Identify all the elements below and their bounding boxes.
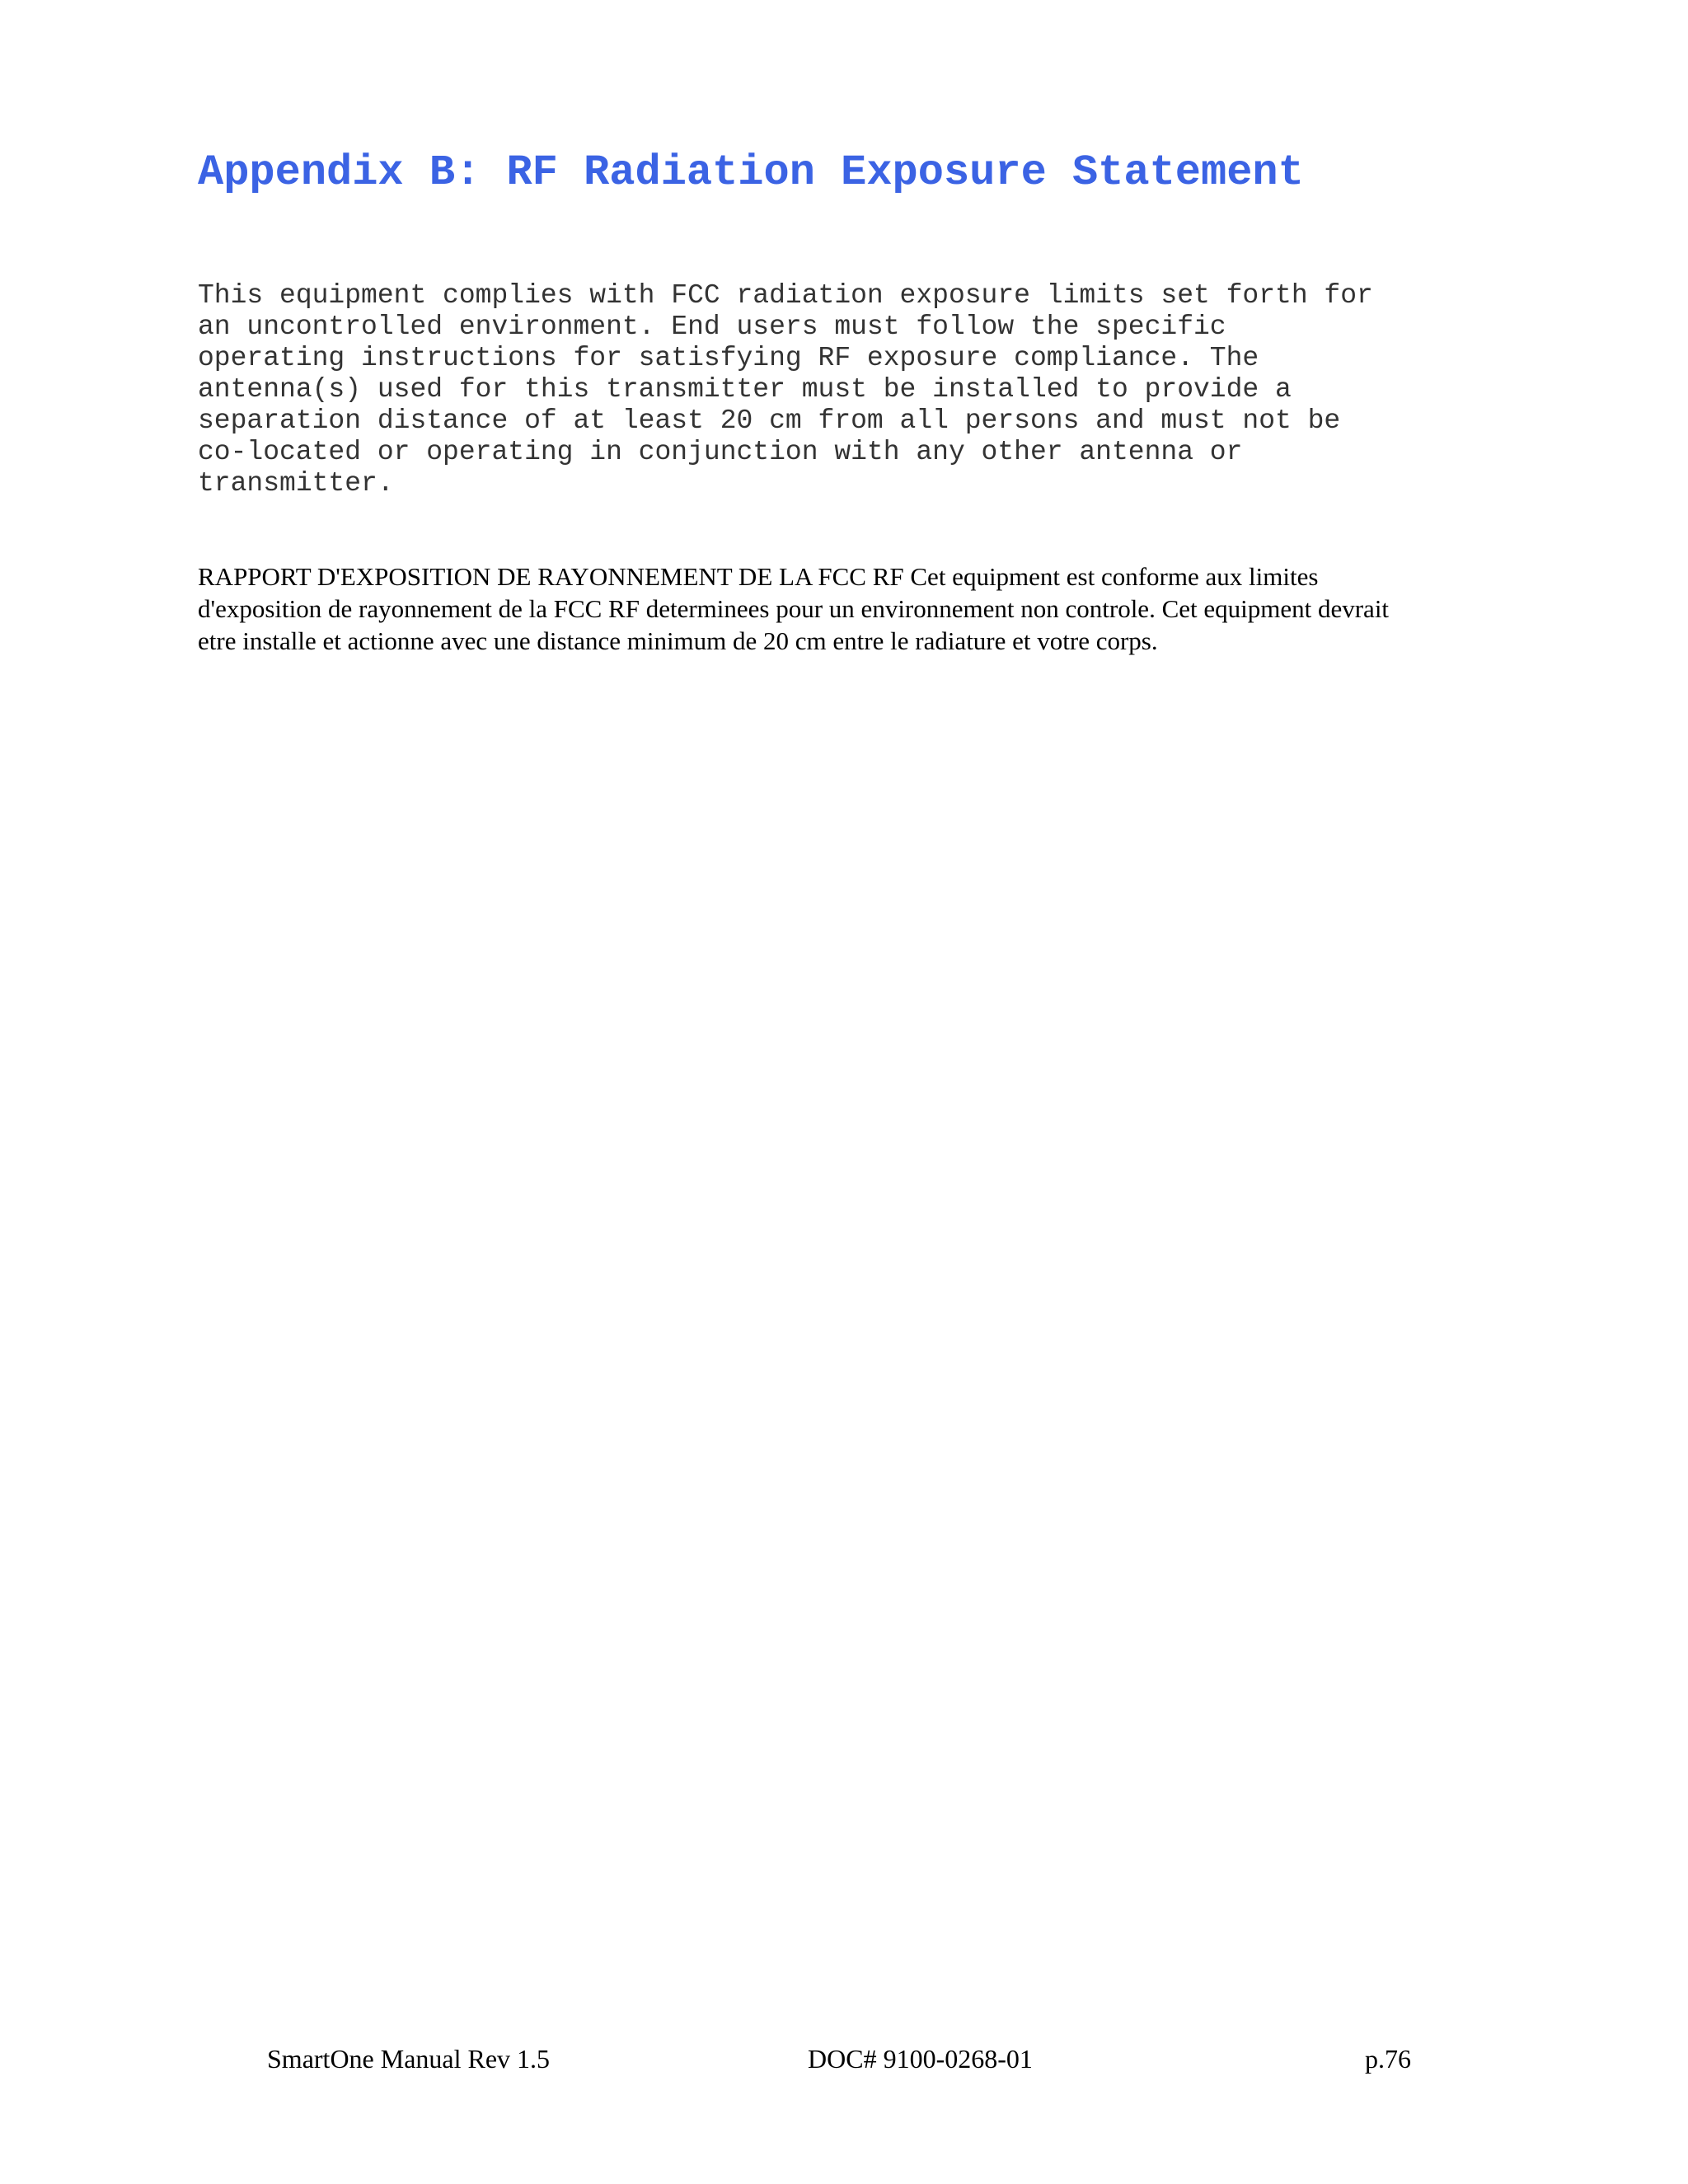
statement-line: separation distance of at least 20 cm from all persons and must not be: [198, 405, 1341, 436]
statement-line: This equipment complies with FCC radiation exposure limits set forth for: [198, 280, 1373, 311]
footer-page-number: p.76: [1365, 2044, 1411, 2074]
statement-line: RAPPORT D'EXPOSITION DE RAYONNEMENT DE LA FCC RF Cet equipment est conforme aux limites: [198, 562, 1319, 591]
footer-manual-revision: SmartOne Manual Rev 1.5: [267, 2044, 551, 2074]
statement-line: operating instructions for satisfying RF exposure compliance. The: [198, 343, 1259, 373]
statement-line: transmitter.: [198, 468, 394, 499]
statement-line: etre installe et actionne avec une distance minimum de 20 cm entre le radiature et votre corps.: [198, 626, 1158, 655]
appendix-heading: Appendix B: RF Radiation Exposure Statement: [198, 148, 1304, 197]
fcc-french-statement: [198, 560, 1389, 657]
footer-doc-number: DOC# 9100-0268-01: [808, 2044, 1033, 2074]
statement-line: antenna(s) used for this transmitter must be installed to provide a: [198, 374, 1292, 405]
statement-line: co-located or operating in conjunction with any other antenna or: [198, 437, 1243, 467]
statement-line: an uncontrolled environment. End users must follow the specific: [198, 312, 1226, 342]
fcc-english-statement: [198, 280, 1373, 499]
statement-line: d'exposition de rayonnement de la FCC RF determinees pour un environnement non controle. Cet equipment devrait: [198, 594, 1390, 623]
